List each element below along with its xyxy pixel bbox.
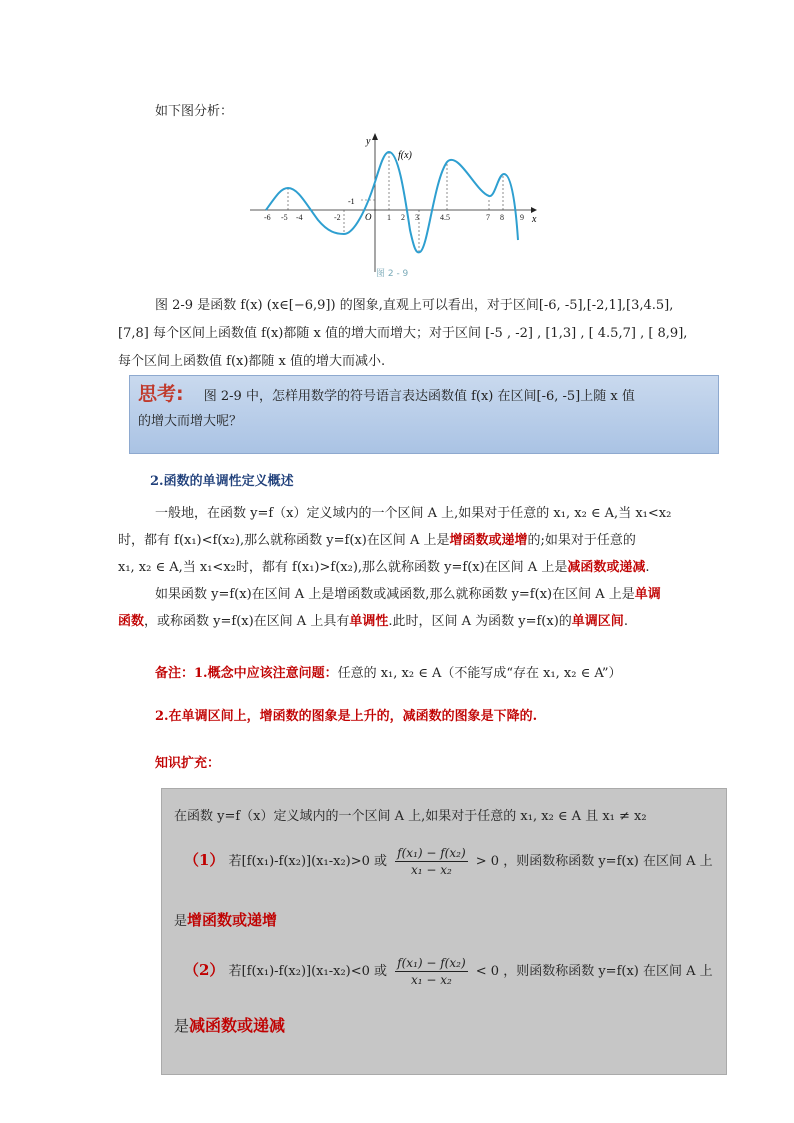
definition-text: .此时，区间 A 为函数 y=f(x)的 (388, 614, 572, 629)
analysis-line-1: 图 2-9 是函数 f(x) (x∈[−6,9]) 的图象,直观上可以看出，对于区间[-6, -5],[-2,1],[3,4.5], (155, 298, 674, 313)
section-title: 2.函数的单调性定义概述 (150, 474, 294, 489)
x-tick-label: -2 (334, 213, 341, 222)
x-tick-label: 9 (520, 213, 524, 222)
think-question-line-1: 图 2-9 中，怎样用数学的符号语言表达函数值 f(x) 在区间[-6, -5]上随 x 值 (203, 389, 635, 404)
note-line-1 (155, 662, 621, 686)
think-label: 思考 (138, 383, 177, 405)
definition-text: 如果函数 y=f(x)在区间 A 上是增函数或减函数,那么就称函数 y=f(x)在区间 A 上是 (155, 587, 635, 602)
fraction-denominator: x₁ − x₂ (410, 973, 452, 987)
case-2-conclusion: < 0 ，则函数称函数 y=f(x) 在区间 A 上 (475, 964, 713, 979)
note-line-2: 2.在单调区间上，增函数的图象是上升的，减函数的图象是下降的. (155, 709, 538, 724)
fraction-denominator: x₁ − x₂ (410, 863, 452, 877)
difference-quotient (395, 845, 467, 878)
case-2-result: 减函数或递减 (189, 1016, 286, 1035)
extension-case-1 (184, 845, 713, 878)
extension-case-1-result (174, 909, 277, 933)
x-tick-label: 7 (486, 213, 490, 222)
case-1-number: （1） (184, 851, 225, 869)
extension-case-2-result (174, 1015, 285, 1037)
x-tick-label: 8 (500, 213, 504, 222)
note-label: 备注：1.概念中应该注意问题： (155, 666, 338, 681)
case-1-conclusion: > 0 ，则函数称函数 y=f(x) 在区间 A 上 (475, 854, 713, 869)
case-1-result: 增函数或递增 (187, 911, 278, 929)
function-graph (248, 130, 538, 280)
extension-box (161, 788, 727, 1075)
minus-one-label: -1 (348, 197, 355, 206)
difference-quotient (395, 955, 467, 988)
definition-line-3 (118, 556, 650, 580)
think-question-line-2: 的增大而增大呢？ (138, 414, 243, 429)
case-2-number: （2） (184, 961, 225, 979)
note-text: 任意的 x₁, x₂ ∈ A（不能写成“存在 x₁, x₂ ∈ A”） (337, 666, 622, 681)
x-tick-label: 3 (415, 213, 419, 222)
curve-label: f(x) (398, 150, 412, 161)
definition-line-1: 一般地，在函数 y=f（x）定义域内的一个区间 A 上,如果对于任意的 x₁, x₂ ∈ A,当 x₁<x₂ (155, 506, 672, 521)
think-box (129, 375, 719, 454)
case-2-condition: 若[f(x₁)-f(x₂)](x₁-x₂)<0 或 (228, 964, 388, 979)
x-tick-label: -5 (281, 213, 288, 222)
definition-text: . (645, 560, 650, 575)
function-term: 函数 (118, 614, 145, 629)
x-tick-label: 4.5 (440, 213, 450, 222)
extension-line-1: 在函数 y=f（x）定义域内的一个区间 A 上,如果对于任意的 x₁, x₂ ∈ A 且 x₁ ≠ x₂ (174, 809, 647, 824)
x-tick-label: 2 (401, 213, 405, 222)
decreasing-term: 减函数或递减 (567, 560, 646, 575)
definition-text: ，或称函数 y=f(x)在区间 A 上具有 (144, 614, 350, 629)
definition-text: 时，都有 f(x₁)<f(x₂),那么就称函数 y=f(x)在区间 A 上是 (118, 533, 450, 548)
result-prefix: 是 (174, 1017, 190, 1035)
monotonicity-term: 单调性 (349, 614, 389, 629)
figure-caption: 图 2 - 9 (376, 269, 409, 279)
fraction-numerator: f(x₁) − f(x₂) (397, 956, 466, 970)
think-colon: : (176, 383, 184, 405)
x-tick-label: -4 (296, 213, 303, 222)
definition-text: . (623, 614, 628, 629)
analysis-line-2: [7,8] 每个区间上函数值 f(x)都随 x 值的增大而增大；对于区间 [-5 , -2] , [1,3] , [ 4.5,7] , [ 8,9], (118, 326, 688, 341)
y-axis-arrow (372, 133, 378, 140)
definition-line-5 (118, 610, 628, 634)
definition-line-2 (118, 529, 636, 553)
y-axis-label: y (366, 136, 371, 147)
intro-text: 如下图分析： (155, 104, 234, 119)
origin-label: O (365, 212, 372, 222)
definition-line-4 (155, 583, 661, 607)
definition-text: 的;如果对于任意的 (527, 533, 636, 548)
increasing-term: 增函数或递增 (449, 533, 528, 548)
extension-title: 知识扩充： (155, 756, 221, 771)
x-tick-label: 1 (387, 213, 391, 222)
x-tick-label: -6 (264, 213, 271, 222)
analysis-line-3: 每个区间上函数值 f(x)都随 x 值的增大而减小. (118, 354, 386, 369)
monotone-interval-term: 单调区间 (571, 614, 624, 629)
definition-text: x₁, x₂ ∈ A,当 x₁<x₂时，都有 f(x₁)>f(x₂),那么就称函数 y=f(x)在区间 A 上是 (118, 560, 568, 575)
result-prefix: 是 (174, 914, 188, 929)
case-1-condition: 若[f(x₁)-f(x₂)](x₁-x₂)>0 或 (228, 854, 388, 869)
function-curve (266, 152, 518, 252)
guide-lines (288, 152, 503, 252)
monotone-term: 单调 (634, 587, 661, 602)
x-axis-arrow (531, 207, 537, 213)
extension-case-2 (184, 955, 713, 988)
fraction-numerator: f(x₁) − f(x₂) (397, 846, 466, 860)
x-axis-label: x (532, 214, 537, 225)
